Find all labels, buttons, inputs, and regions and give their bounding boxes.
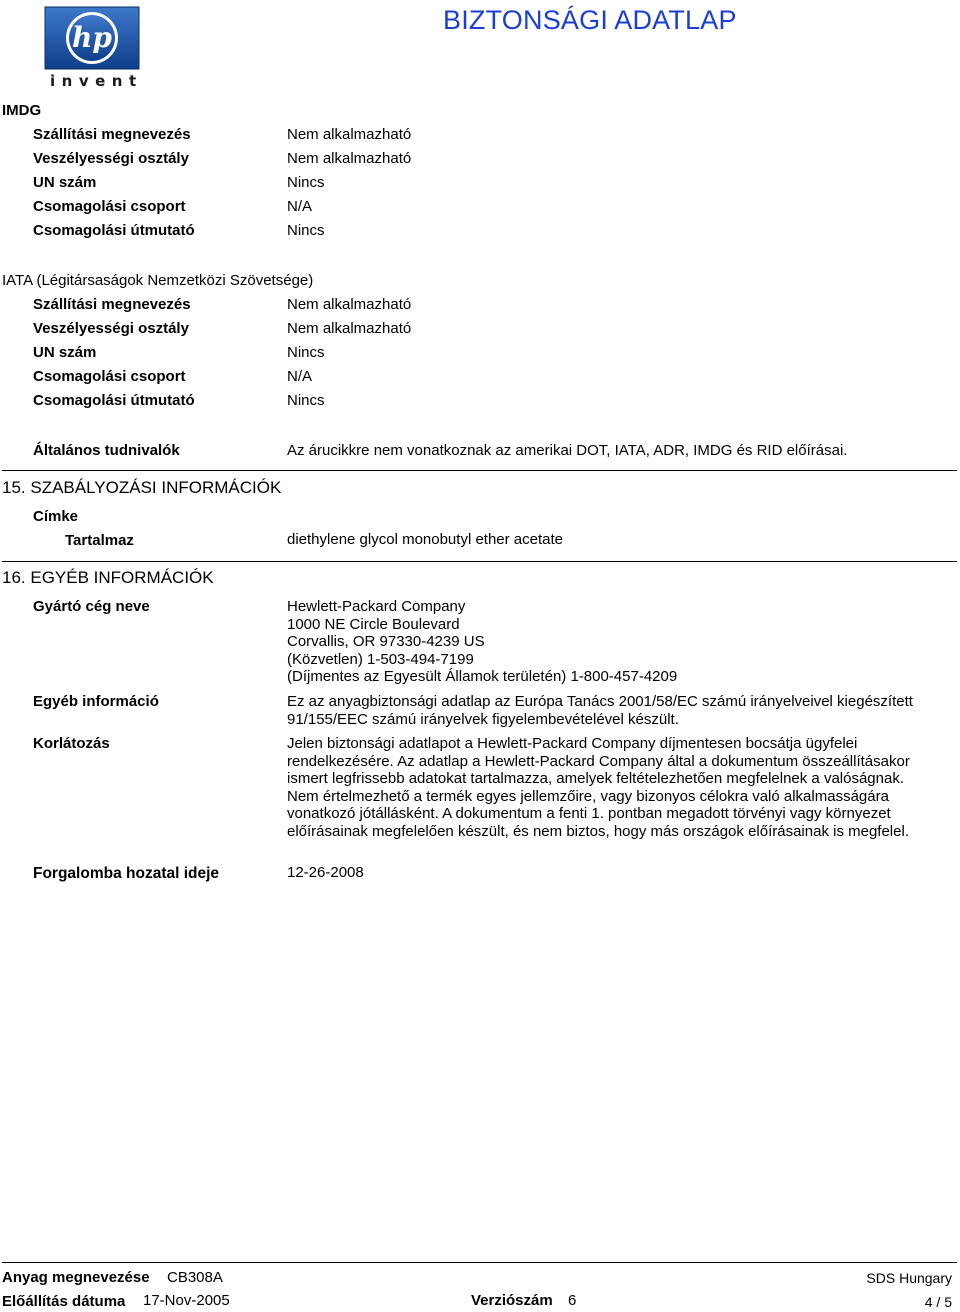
iata-heading: IATA (Légitársaságok Nemzetközi Szövetsége) xyxy=(2,272,314,289)
limitation-label: Korlátozás xyxy=(33,735,110,752)
page-number: 4 / 5 xyxy=(924,1294,952,1310)
imdg-value-shipping-name: Nem alkalmazható xyxy=(287,126,412,143)
iata-value-packing-group: N/A xyxy=(287,368,313,385)
manufacturer-label: Gyártó cég neve xyxy=(33,598,150,615)
other-info-label: Egyéb információ xyxy=(33,693,159,710)
logo-tagline: invent xyxy=(50,72,143,90)
imdg-value-un-number: Nincs xyxy=(287,174,325,191)
general-info-label: Általános tudnivalók xyxy=(33,442,180,459)
iata-value-hazard-class: Nem alkalmazható xyxy=(287,320,412,337)
logo-text: hp xyxy=(72,21,112,54)
preparation-date-value: 17-Nov-2005 xyxy=(143,1292,230,1309)
other-info-value: Ez az anyagbiztonsági adatlap az Európa Tanács 2001/58/EC számú irányelveivel kiegészített 91/155/EEC számú irányelvek figyelembevételével készült. xyxy=(287,693,913,728)
material-name-value: CB308A xyxy=(167,1269,223,1286)
manufacturer-line: Corvallis, OR 97330-4239 US xyxy=(287,633,485,650)
section-15-heading: 15. SZABÁLYOZÁSI INFORMÁCIÓK xyxy=(2,478,282,497)
imdg-value-packing-group: N/A xyxy=(287,198,313,215)
manufacturer-line: (Díjmentes az Egyesült Államok területén) 1-800-457-4209 xyxy=(287,668,678,685)
section-16-heading: 16. EGYÉB INFORMÁCIÓK xyxy=(2,568,214,587)
preparation-date-label: Előállítás dátuma xyxy=(2,1293,126,1310)
section-divider xyxy=(2,561,957,562)
release-date-label: Forgalomba hozatal ideje xyxy=(33,865,220,882)
imdg-label-un-number: UN szám xyxy=(33,174,97,191)
imdg-label-hazard-class: Veszélyességi osztály xyxy=(33,150,189,167)
limitation-value: Jelen biztonsági adatlapot a Hewlett-Packard Company díjmentesen bocsátja ügyfelei rendelkezésére. Az adatlap a Hewlett-Packard Company által a dokumentum összeállításakor ismert legfrissebb adatokat tartalmazza, amelyek feltételezhetően megfelelnek a valóságnak. Nem értelmezhető a termék egyes jellemzőire, vagy bizonyos célokra való alkalmasságára vonatkozó jótállásként. A dokumentum a fenti 1. pontban megadott törvényi vagy környezet előírásainak megfelelően készült, és nem biztos, hogy más országok előírásainak is megfelel. xyxy=(287,735,910,840)
version-value: 6 xyxy=(568,1292,577,1309)
release-date-value: 12-26-2008 xyxy=(287,864,364,881)
iata-value-packing-instruction: Nincs xyxy=(287,392,325,409)
manufacturer-line: 1000 NE Circle Boulevard xyxy=(287,615,460,633)
document-title: BIZTONSÁGI ADATLAP xyxy=(443,5,737,35)
iata-label-un-number: UN szám xyxy=(33,344,97,361)
material-name-label: Anyag megnevezése xyxy=(2,1269,150,1286)
manufacturer-line: Hewlett-Packard Company xyxy=(287,598,466,615)
version-label: Verziószám xyxy=(471,1292,553,1309)
contains-value: diethylene glycol monobutyl ether acetate xyxy=(287,531,564,548)
manufacturer-line: (Közvetlen) 1-503-494-7199 xyxy=(287,650,474,668)
imdg-label-packing-instruction: Csomagolási útmutató xyxy=(33,222,195,239)
footer-divider xyxy=(2,1262,957,1263)
imdg-value-hazard-class: Nem alkalmazható xyxy=(287,150,412,167)
imdg-label-packing-group: Csomagolási csoport xyxy=(33,198,186,215)
section-divider xyxy=(2,470,957,471)
iata-label-shipping-name: Szállítási megnevezés xyxy=(33,296,191,313)
label-heading: Címke xyxy=(33,508,79,525)
imdg-value-packing-instruction: Nincs xyxy=(287,222,325,239)
imdg-heading: IMDG xyxy=(2,102,42,119)
contains-label: Tartalmaz xyxy=(65,532,134,549)
iata-value-un-number: Nincs xyxy=(287,344,325,361)
iata-label-packing-instruction: Csomagolási útmutató xyxy=(33,392,195,409)
hp-logo xyxy=(44,6,140,70)
iata-label-hazard-class: Veszélyességi osztály xyxy=(33,320,189,337)
general-info-value: Az árucikkre nem vonatkoznak az amerikai DOT, IATA, ADR, IMDG és RID előírásai. xyxy=(287,442,848,459)
iata-label-packing-group: Csomagolási csoport xyxy=(33,368,186,385)
region-label: SDS Hungary xyxy=(866,1270,952,1286)
iata-value-shipping-name: Nem alkalmazható xyxy=(287,296,412,313)
imdg-label-shipping-name: Szállítási megnevezés xyxy=(33,126,191,143)
